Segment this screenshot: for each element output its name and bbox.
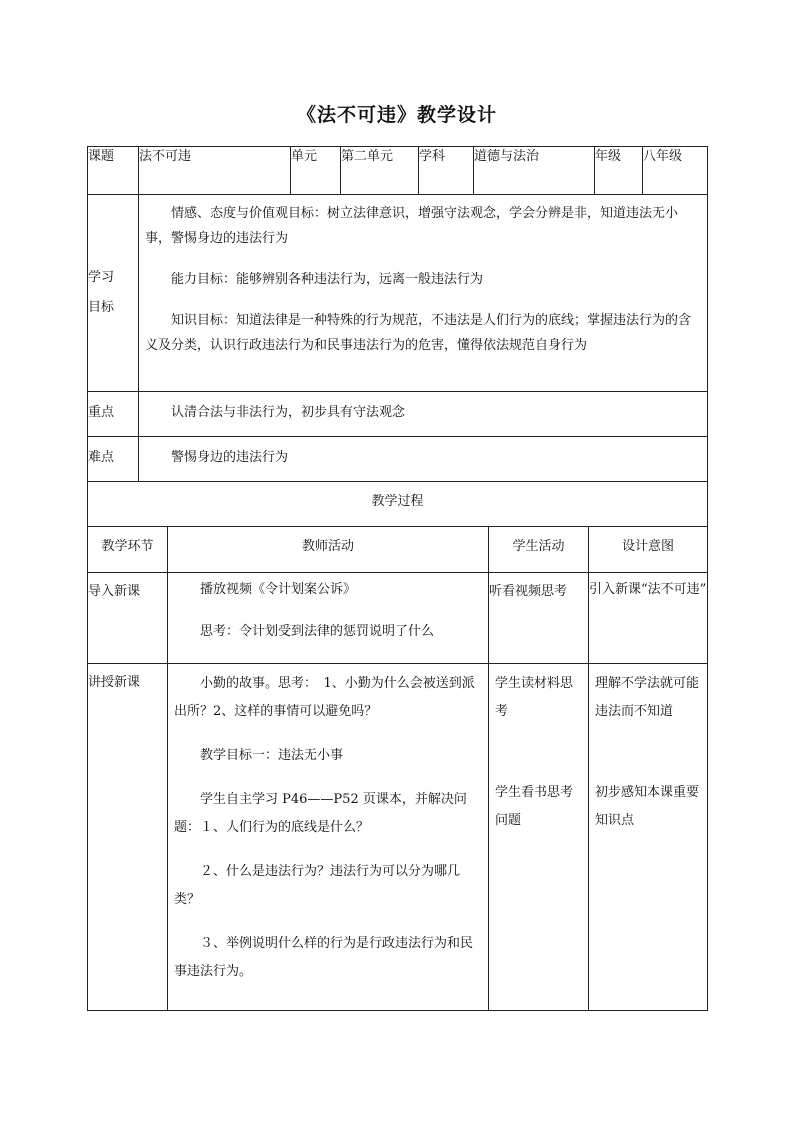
header-teacher: 教师活动 bbox=[168, 527, 489, 573]
knowledge-objective: 知识目标：知道法律是一种特殊的行为规范，不违法是人们行为的底线；掌握违法行为的含义及分类，认识行政违法行为和民事违法行为的危害，懂得依法规范自身行为 bbox=[145, 313, 692, 353]
difficulty-content bbox=[139, 437, 708, 482]
objectives-label-line2: 目标 bbox=[88, 300, 115, 315]
unit-label: 单元 bbox=[291, 147, 341, 195]
objectives-label bbox=[88, 195, 139, 392]
new-teacher-line: 教学目标一：违法无小事 bbox=[200, 748, 344, 763]
key-point-label: 重点 bbox=[88, 392, 139, 437]
new-teacher bbox=[168, 664, 489, 1011]
emotion-objective: 情感、态度与价值观目标：树立法律意识，增强守法观念，学会分辨是非，知道违法无小事，警惕身边的违法行为 bbox=[145, 206, 679, 246]
difficulty-value: 警惕身边的违法行为 bbox=[171, 450, 289, 465]
header-intent: 设计意图 bbox=[589, 527, 708, 573]
difficulty-label: 难点 bbox=[88, 437, 139, 482]
intro-stage: 导入新课 bbox=[88, 573, 168, 664]
header-stage: 教学环节 bbox=[88, 527, 168, 573]
difficulty-row bbox=[88, 437, 708, 482]
new-teacher-line: ３、举例说明什么样的行为是行政违法行为和民事违法行为。 bbox=[174, 936, 474, 979]
new-intent bbox=[589, 664, 708, 1011]
header-row bbox=[88, 147, 708, 195]
subject-label: 学科 bbox=[419, 147, 474, 195]
intro-row bbox=[88, 573, 708, 664]
lesson-label: 课题 bbox=[88, 147, 139, 195]
process-title-row bbox=[88, 482, 708, 527]
lesson-value: 法不可违 bbox=[139, 147, 291, 195]
intro-teacher bbox=[168, 573, 489, 664]
subject-value: 道德与法治 bbox=[474, 147, 595, 195]
objectives-row bbox=[88, 195, 708, 392]
ability-objective: 能力目标：能够辨别各种违法行为，远离一般违法行为 bbox=[171, 272, 484, 287]
new-student-line: 学生看书思考问题 bbox=[495, 785, 574, 828]
intro-student: 听看视频思考 bbox=[489, 573, 589, 664]
intro-intent: 引入新课“法不可违” bbox=[589, 573, 708, 664]
teaching-process-table bbox=[87, 481, 708, 1011]
new-lesson-row bbox=[88, 664, 708, 1011]
new-stage: 讲授新课 bbox=[88, 664, 168, 1011]
new-intent-line: 初步感知本课重要知识点 bbox=[595, 785, 700, 828]
lesson-info-table bbox=[87, 146, 708, 482]
key-point-value: 认清合法与非法行为，初步具有守法观念 bbox=[171, 405, 406, 420]
new-student bbox=[489, 664, 589, 1011]
grade-label: 年级 bbox=[595, 147, 643, 195]
objectives-label-line1: 学习 bbox=[88, 270, 115, 285]
objectives-content bbox=[139, 195, 708, 392]
new-intent-line: 理解不学法就可能违法而不知道 bbox=[595, 676, 700, 719]
process-header-row bbox=[88, 527, 708, 573]
intro-teacher-line: 思考：令计划受到法律的惩罚说明了什么 bbox=[200, 624, 435, 639]
unit-value: 第二单元 bbox=[341, 147, 419, 195]
new-teacher-line: ２、什么是违法行为？违法行为可以分为哪几类？ bbox=[174, 864, 461, 907]
intro-teacher-line: 播放视频《令计划案公诉》 bbox=[200, 582, 357, 597]
grade-value: 八年级 bbox=[643, 147, 708, 195]
new-teacher-line: 小勤的故事。思考： 1、小勤为什么会被送到派出所？2、这样的事情可以避免吗？ bbox=[174, 676, 475, 719]
document-title: 《法不可违》教学设计 bbox=[296, 104, 497, 126]
process-title: 教学过程 bbox=[88, 482, 708, 527]
key-point-row bbox=[88, 392, 708, 437]
new-teacher-line: 学生自主学习 P46——P52 页课本，并解决问题：１、人们行为的底线是什么？ bbox=[174, 792, 467, 835]
header-student: 学生活动 bbox=[489, 527, 589, 573]
key-point-content bbox=[139, 392, 708, 437]
new-student-line: 学生读材料思考 bbox=[495, 676, 574, 719]
